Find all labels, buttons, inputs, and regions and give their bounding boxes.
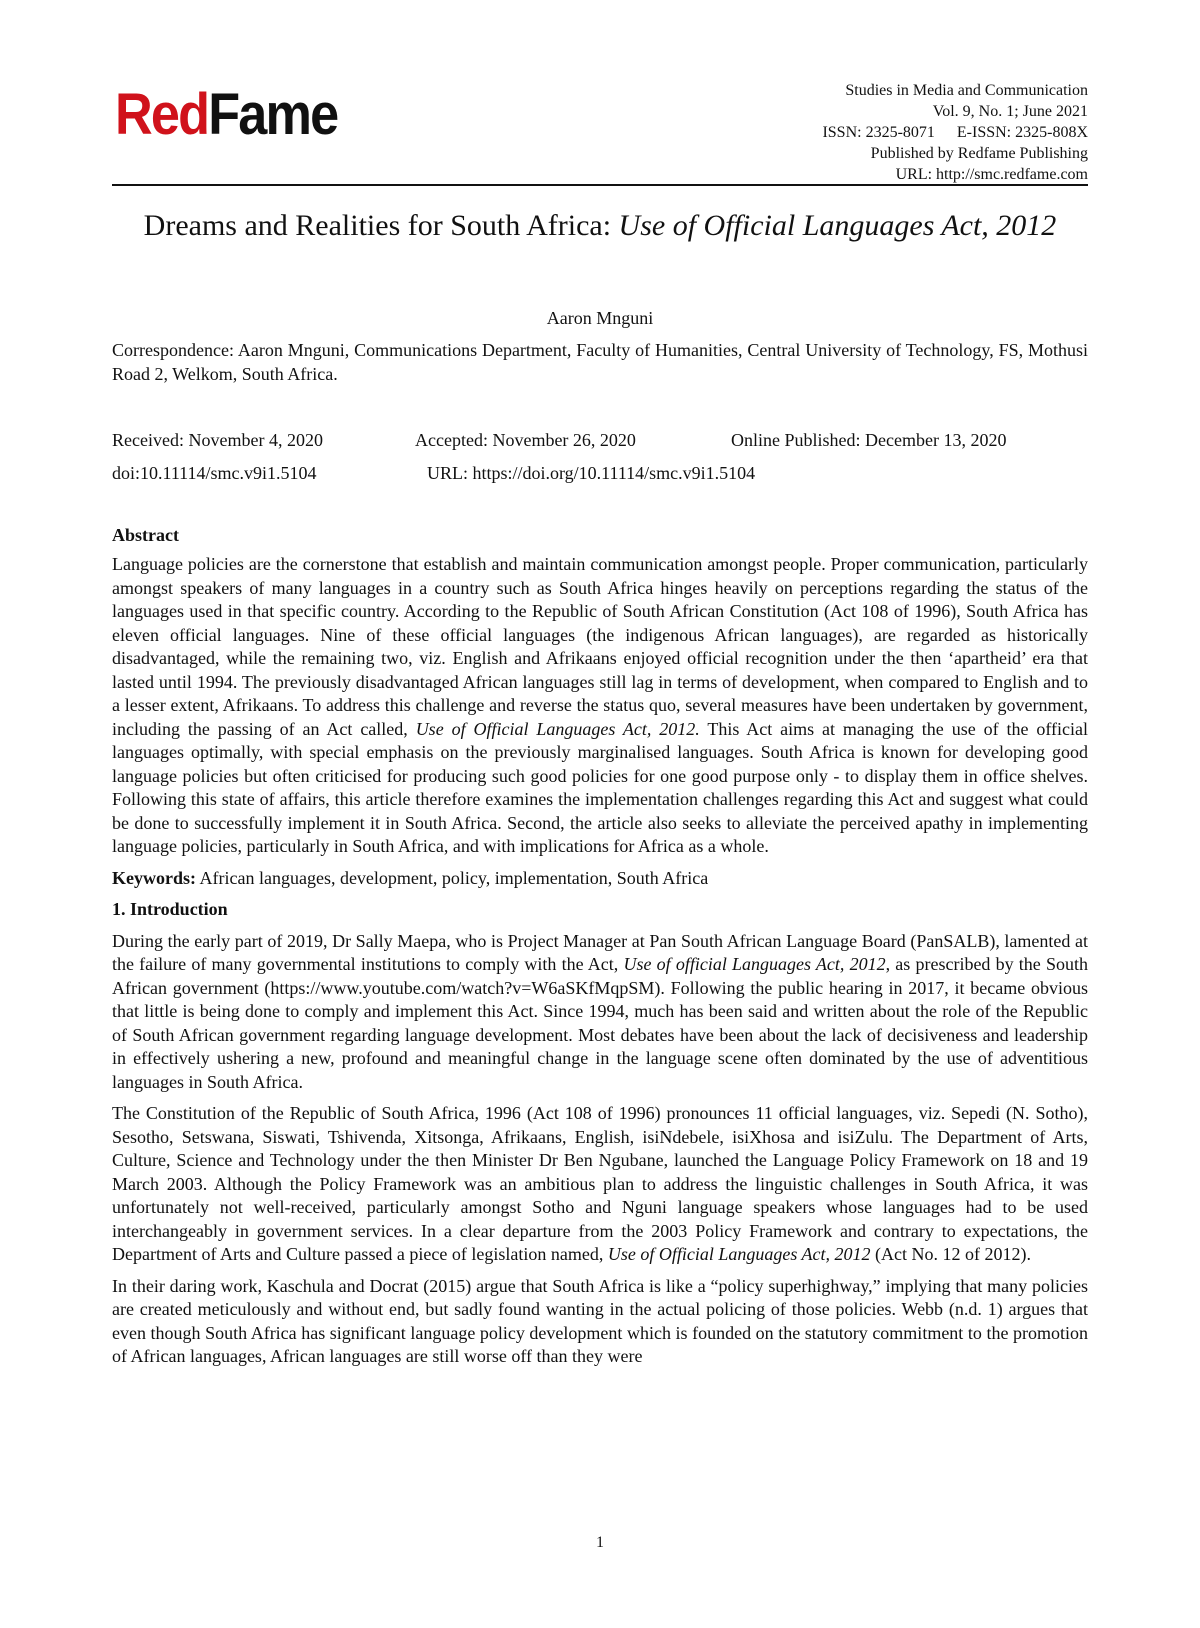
journal-volume: Vol. 9, No. 1; June 2021 [932,103,1088,120]
doi: doi:10.11114/smc.v9i1.5104 [112,463,317,483]
intro-p2-part-a: The Constitution of the Republic of South Africa, 1996 (Act 108 of 1996) pronounces 11 official languages, viz. Sepedi (N. Sotho), Sesotho, Setswana, Siswati, Tshivenda, Xitsonga, Afrikaans, English, isiNdebele, isiXhosa and isiZulu. The Department of Arts, Culture, Science and Technology under the then Minister Dr Ben Ngubane, launched the Language Policy Framework on 18 and 19 March 2003. Although the Policy Framework was an ambitious plan to address the linguistic challenges in South Africa, it was unfortunately not well-received, particularly amongst Sotho and Nguni language speakers whose languages had to be used interchangeably in government services. In a clear departure from the 2003 Policy Framework and contrary to expectations, the Department of Arts and Culture passed a piece of legislation named, [112,1103,1088,1264]
intro-p1-italic: Use of official Languages Act, 2012 [623,954,886,974]
abstract-text [112,553,1088,859]
abstract-heading: Abstract [112,525,179,545]
abstract-part-2: This Act aims at managing the use of the official languages optimally, with special emphasis on the previously marginalised languages. South Africa is known for developing good language policies but often criticised for producing such good policies for one good purpose only - to display them in office shelves. Following this state of affairs, this article therefore examines the implementation challenges regarding this Act and suggest what could be done to successfully implement it in South Africa. Second, the article also seeks to alleviate the perceived apathy in implementing language policies, particularly in South Africa, and with implications for Africa as a whole. [112,718,1088,856]
header-divider [112,184,1088,186]
published-date: Online Published: December 13, 2020 [731,430,1007,450]
main-text [112,553,1088,1377]
intro-paragraph-3: In their daring work, Kaschula and Docrat (2015) argue that South Africa is like a “policy superhighway,” implying that many policies are created meticulously and without end, but sadly found wanting in the actual policing of those policies. Webb (n.d. 1) argues that even though South Africa has significant language policy development which is founded on the statutory commitment to the promotion of African languages, African languages are still worse off than they were [112,1275,1088,1366]
abstract-italic: Use of Official Languages Act, 2012. [415,718,700,739]
intro-p1-part-a: During the early part of 2019, Dr Sally Maepa, who is Project Manager at Pan South African Language Board (PanSALB), lamented at the failure of many governmental institutions to comply with the Act, [112,930,1088,974]
title-italic: Use of Official Languages Act, 2012 [618,209,1057,242]
journal-issn-line [822,122,1088,143]
doi-url[interactable]: URL: https://doi.org/10.11114/smc.v9i1.5104 [427,463,756,483]
logo-red-text: Red [115,82,209,147]
received-date: Received: November 4, 2020 [112,430,323,450]
intro-paragraph-2 [112,1102,1088,1267]
page-number: 1 [596,1534,604,1551]
journal-name: Studies in Media and Communication [845,82,1088,99]
redfame-logo [115,82,338,147]
publisher: Published by Redfame Publishing [870,145,1088,162]
publication-dates [112,428,1088,494]
intro-paragraph-1 [112,930,1088,1095]
title-plain: Dreams and Realities for South Africa: [143,209,619,242]
keywords-text: African languages, development, policy, implementation, South Africa [196,867,709,888]
keywords [112,867,1088,891]
logo-black-text: Fame [208,82,338,147]
keywords-label: Keywords: [112,867,196,888]
journal-info [822,80,1088,185]
section-heading-introduction: 1. Introduction [112,899,228,919]
intro-p2-part-b: (Act No. 12 of 2012). [870,1244,1031,1264]
correspondence: Correspondence: Aaron Mnguni, Communications Department, Faculty of Humanities, Central University of Technology, FS, Mothusi Road 2, Welkom, South Africa. [112,340,1088,384]
eissn: E-ISSN: 2325-808X [956,124,1088,141]
intro-p1-part-b: , as prescribed by the South African government (https://www.youtube.com/watch?v=W6aSKfMqpSM). Following the public hearing in 2017, it became obvious that little is being done to comply and implement this Act. Since 1994, much has been said and written about the role of the Republic of South African government regarding language development. Most debates have been about the lack of decisiveness and leadership in effectively ushering a new, profound and meaningful change in the language scene often dominated by the use of adventitious languages in South Africa. [112,954,1088,1092]
accepted-date: Accepted: November 26, 2020 [415,430,636,450]
journal-url[interactable]: URL: http://smc.redfame.com [895,166,1088,183]
author-name: Aaron Mnguni [546,308,654,328]
intro-p2-italic: Use of Official Languages Act, 2012 [607,1244,871,1264]
article-title [112,205,1088,247]
issn: ISSN: 2325-8071 [822,124,935,141]
abstract-part-1: Language policies are the cornerstone that establish and maintain communication amongst people. Proper communication, particularly amongst speakers of many languages in a country such as South Africa hinges heavily on perceptions regarding the status of the languages used in that specific country. According to the Republic of South African Constitution (Act 108 of 1996), South Africa has eleven official languages. Nine of these official languages (the indigenous African languages), are regarded as historically disadvantaged, while the remaining two, viz. English and Afrikaans enjoyed official recognition under the then ‘apartheid’ era that lasted until 1994. The previously disadvantaged African languages still lag in terms of development, when compared to English and to a lesser extent, Afrikaans. To address this challenge and reverse the status quo, several measures have been undertaken by government, including the passing of an Act called, [112,554,1088,739]
